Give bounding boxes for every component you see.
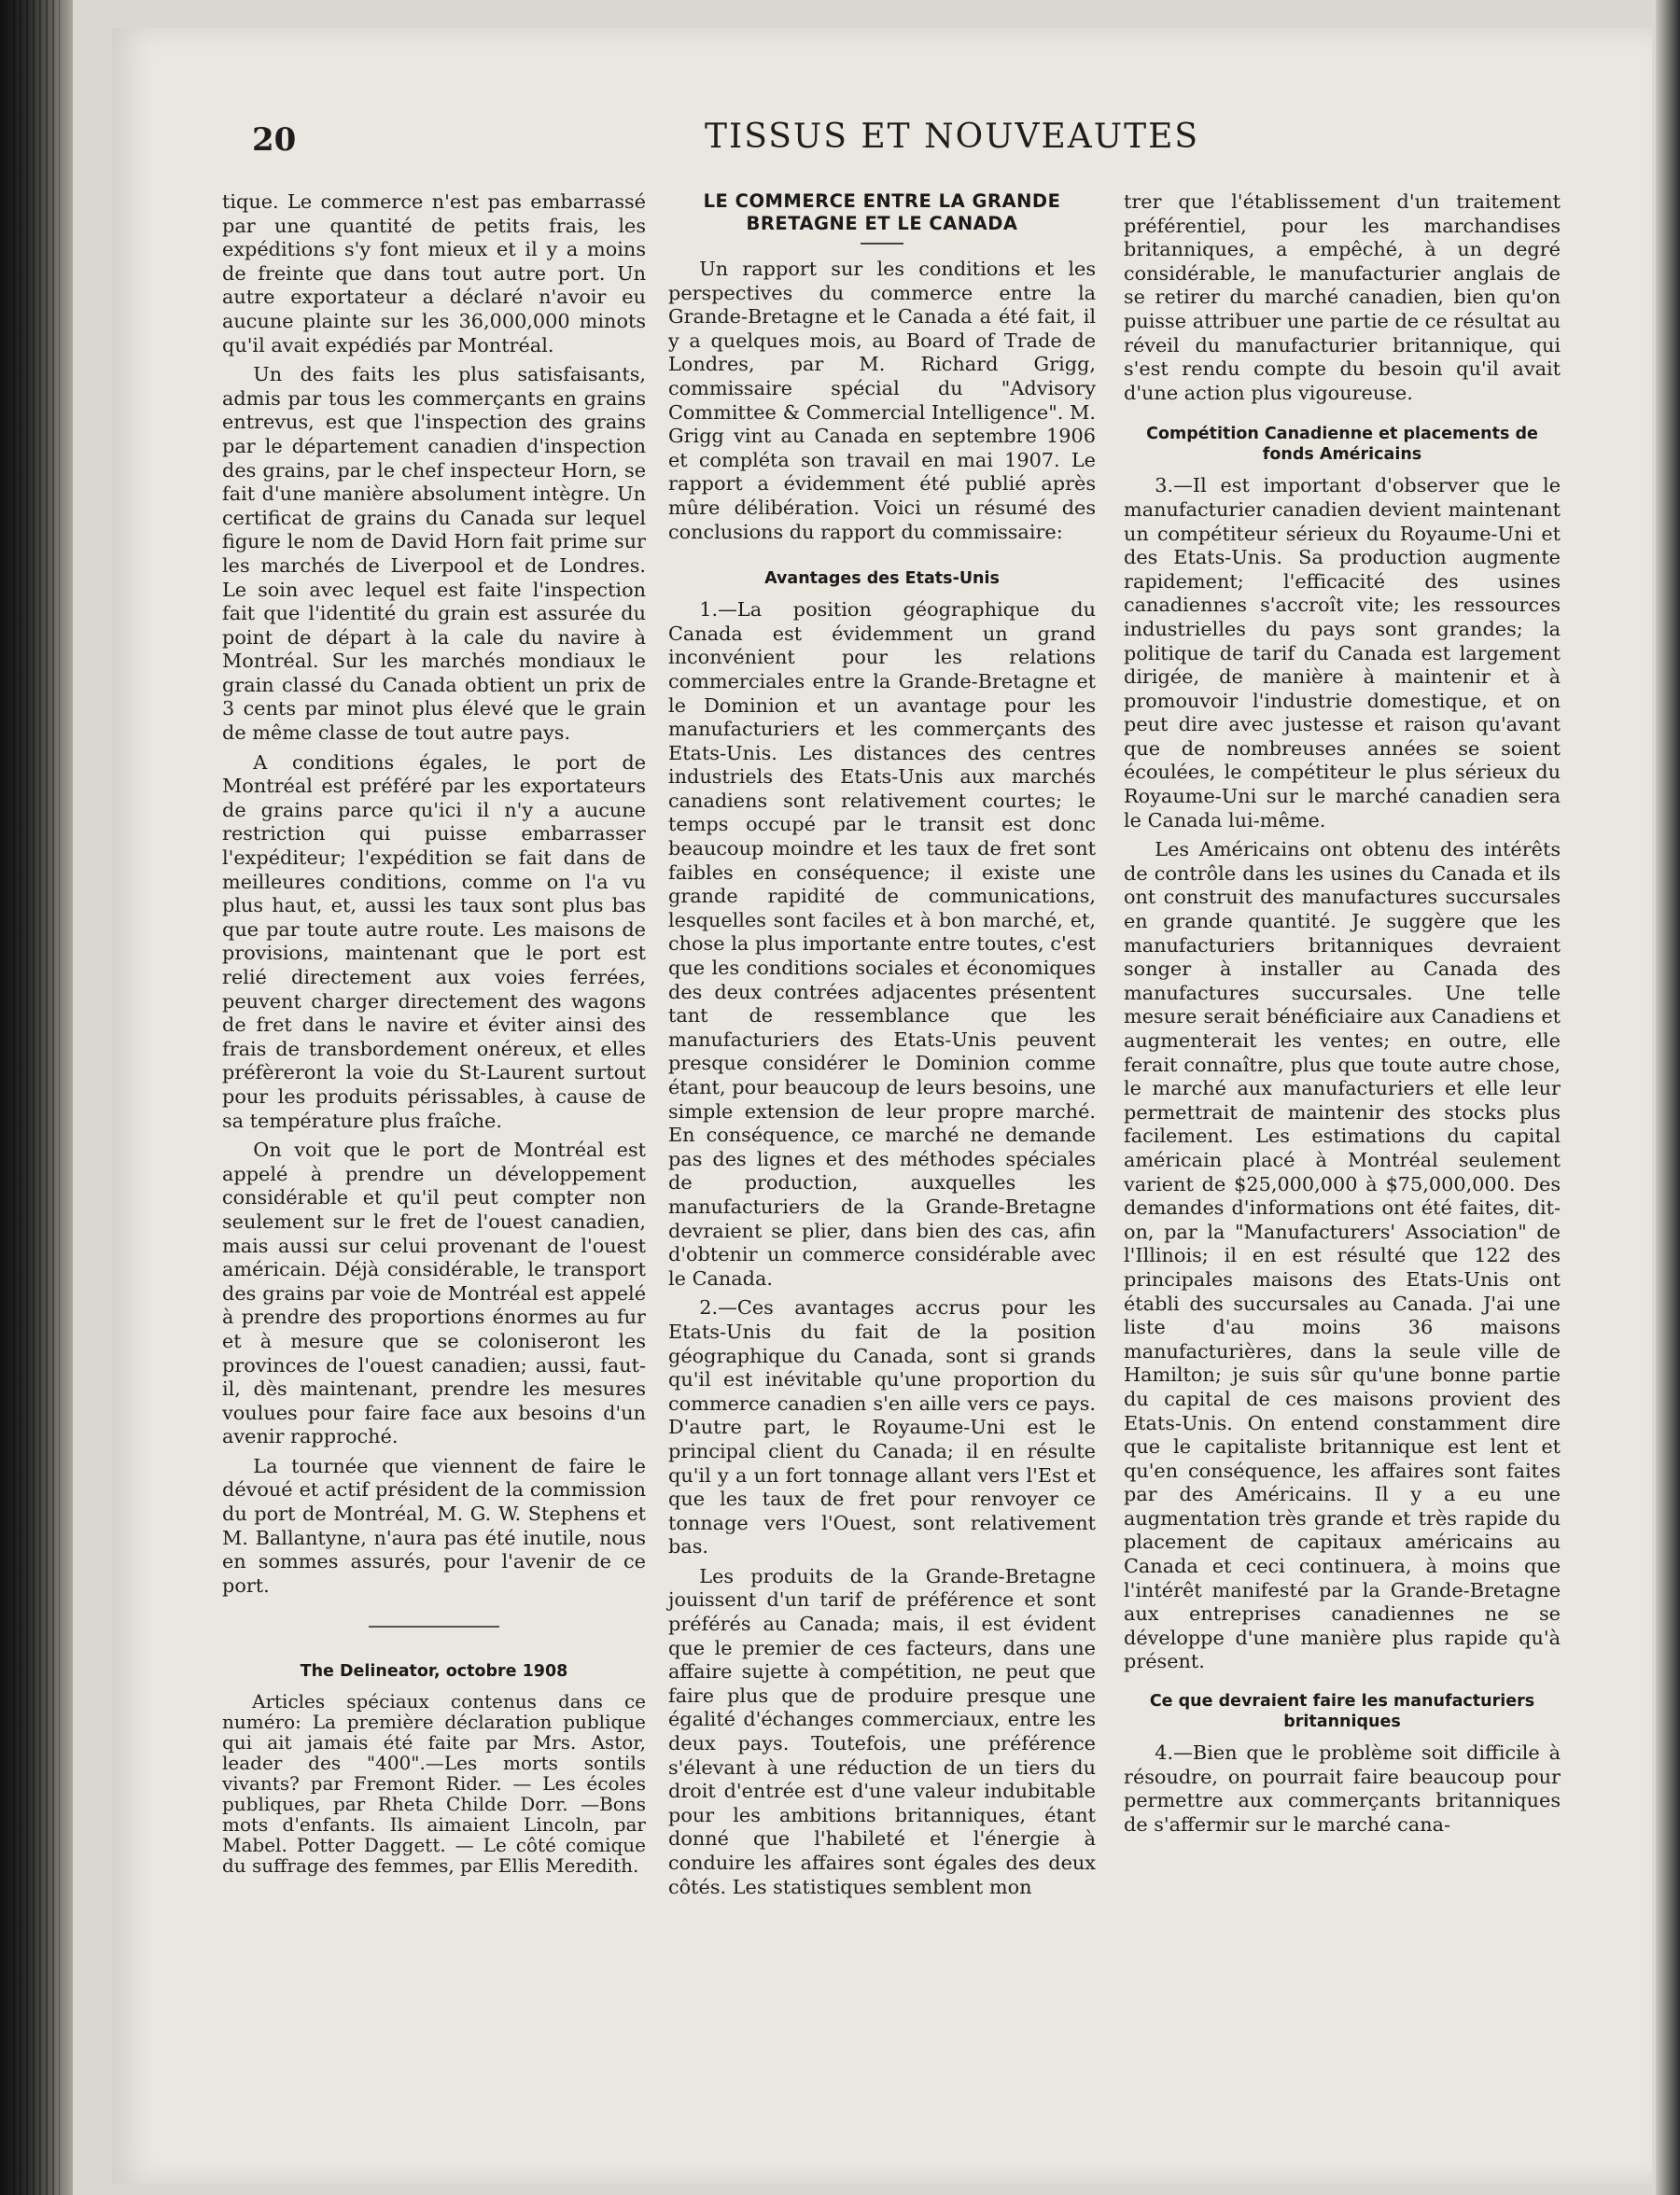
paragraph: Les Américains ont obtenu des intérêts de contrôle dans les usines du Canada et ils ont construit des manufactures succursales en grande quantité. Je suggère que les manufacturiers britanniques devraient songer à installer au Canada des manufactures succursales. Une telle mesure serait bénéficiaire aux Canadiens et augmenterait les ventes; en outre, elle ferait connaître, plus que toute autre chose, le marché aux manufacturiers et elle leur permettrait de maintenir des stocks plus facilement. Les estimations du capital américain placé à Montréal seulement varient de $25,000,000 à $75,000,000. Des demandes d'informations ont été faites, dit-on, par la "Manufacturers' Association" de l'Illinois; il en est résulté que 122 des principales maisons des Etats-Unis ont établi des succursales au Canada. J'ai une liste d'au moins 36 maisons manufacturières, dans la seule ville de Hamilton; je suis sûr qu'une bonne partie du capital de ces maisons provient des Etats-Unis. On entend constamment dire que le capitaliste britannique est lent et qu'en conséquence, les affaires sont faites par des Américains. Il y a eu une augmentation très grande et très rapide du placement de capitaux américains au Canada et ceci continuera, à moins que l'intérêt manifesté par la Grande-Bretagne aux entreprises canadiennes ne se développe d'une manière plus rapide qu'à présent. <box>1124 838 1561 1673</box>
paragraph: 2.—Ces avantages accrus pour les Etats-Unis du fait de la position géographique du Canada, sont si grands qu'il est inévitable qu'une proportion du commerce canadien s'en aille vers ce pays. D'autre part, le Royaume-Uni est le principal client du Canada; il en résulte qu'il y a un fort tonnage allant vers l'Est et que les taux de fret pour renvoyer ce tonnage vers l'Ouest, sont relativement bas. <box>668 1296 1096 1559</box>
paragraph: 1.—La position géographique du Canada est évidemment un grand inconvénient pour les relations commerciales entre la Grande-Bretagne et le Dominion et un avantage pour les manufacturiers et les commerçants des Etats-Unis. Les distances des centres industriels des Etats-Unis aux marchés canadiens sont relativement courtes; le temps occupé par le transit est donc beaucoup moindre et les taux de fret sont faibles en conséquence; il existe une grande rapidité de communications, lesquelles sont faciles et à bon marché, et, chose la plus importante entre toutes, c'est que les conditions sociales et économiques des deux contrées adjacentes présentent tant de ressemblance que les manufacturiers des Etats-Unis peuvent presque considérer le Dominion comme étant, pour beaucoup de leurs besoins, une simple extension de leur propre marché. En conséquence, ce marché ne demande pas des lignes et des méthodes spéciales de production, auxquelles les manufacturiers de la Grande-Bretagne devraient se plier, dans bien des cas, afin d'obtenir un commerce considérable avec le Canada. <box>668 598 1096 1290</box>
paragraph: Un des faits les plus satisfaisants, admis par tous les commerçants en grains entrevus, est que l'inspection des grains par le département canadien d'inspection des grains, par le chef inspecteur Horn, se fait d'une manière absolument intègre. Un certificat de grains du Canada sur lequel figure le nom de David Horn fait prime sur les marchés de Liverpool et de Londres. Le soin avec lequel est faite l'inspection fait que l'identité du grain est assurée du point de départ à la cale du navire à Montréal. Sur les marchés mondiaux le grain classé du Canada obtient un prix de 3 cents par minot plus élevé que le grain de même classe de tout autre pays. <box>222 363 646 745</box>
page-edge-shadow <box>1656 0 1680 2195</box>
section-heading: Compétition Canadienne et placements de fonds Américains <box>1146 425 1538 465</box>
paragraph: Un rapport sur les conditions et les perspectives du commerce entre la Grande-Bretagne et le Canada a été fait, il y a quelques mois, au Board of Trade de Londres, par M. Richard Grigg, commissaire spécial du "Advisory Committee & Commercial Intelligence". M. Grigg vint au Canada en septembre 1906 et compléta son travail en mai 1907. Le rapport a évidemment été publié après mûre délibération. Voici un résumé des conclusions du rapport du commissaire: <box>668 258 1096 543</box>
column-2 <box>668 190 1096 1899</box>
paragraph: 4.—Bien que le problème soit difficile à résoudre, on pourrait faire beaucoup pour permettre aux commerçants britanniques de s'affermir sur le marché cana- <box>1124 1741 1561 1836</box>
paragraph: trer que l'établissement d'un traitement préférentiel, pour les marchandises britanniques, a empêché, à un degré considérable, le manufacturier anglais de se retirer du marché canadien, bien qu'on puisse attribuer une partie de ce résultat au réveil du manufacturier britannique, qui s'est rendu compte du besoin qu'il avait d'une action plus vigoureuse. <box>1124 190 1561 404</box>
paragraph: A conditions égales, le port de Montréal est préféré par les exportateurs de grains parce qu'ici il n'y a aucune restriction qui puisse embarrasser l'expéditeur; l'expédition se fait dans de meilleures conditions, comme on l'a vu plus haut, et, aussi les taux sont plus bas que par toute autre route. Les maisons de provisions, maintenant que le port est relié directement aux voies ferrées, peuvent charger directement des wagons de fret dans le navire et éviter ainsi des frais de transbordement onéreux, et elles préfèreront la voie du St-Laurent surtout pour les produits périssables, à cause de sa température plus fraîche. <box>222 750 646 1132</box>
paragraph: 3.—Il est important d'observer que le manufacturier canadien devient maintenant un compétiteur sérieux du Royaume-Uni et des Etats-Unis. Sa production augmente rapidement; l'efficacité des usines canadiennes s'accroît vite; les ressources industrielles du pays sont grandes; la politique de tarif du Canada est largement dirigée, de manière à maintenir et à promouvoir l'industrie domestique, et on peut dire avec justesse et raison qu'avant que de nombreuses années se soient écoulées, le compétiteur le plus sérieux du Royaume-Uni sur le marché canadien sera le Canada lui-même. <box>1124 474 1561 832</box>
column-3 <box>1124 190 1561 1837</box>
paragraph: Les produits de la Grande-Bretagne jouissent d'un tarif de préférence et sont préférés au Canada; mais, il est évident que le premier de ces facteurs, dans une affaire sujette à compétition, ne peut que faire plus que de produire presque une égalité d'échanges commerciaux, entre les deux pays. Toutefois, une préférence s'élevant à une réduction de un tiers du droit d'entrée est d'une valeur indubitable pour les ambitions britanniques, étant donné que l'habileté et l'énergie à conduire les affaires sont égales des deux côtés. Les statistiques semblent mon <box>668 1564 1096 1898</box>
section-heading: Ce que devraient faire les manufacturiers britanniques <box>1149 1692 1535 1732</box>
notice-body: Articles spéciaux contenus dans ce numéro: La première déclaration publique qui ait jamais été faite par Mrs. Astor, leader des "400".—Les morts sontils vivants? par Fremont Rider. — Les écoles publiques, par Rheta Childe Dorr. —Bons mots d'enfants. Ils aimaient Lincoln, par Mabel. Potter Daggett. — Le côté comique du suffrage des femmes, par Ellis Meredith. <box>222 1690 646 1878</box>
section-heading: Avantages des Etats-Unis <box>764 569 1000 589</box>
section-divider <box>369 1626 499 1628</box>
article-headline: LE COMMERCE ENTRE LA GRANDE BRETAGNE ET LE CANADA <box>703 190 1061 234</box>
running-title: TISSUS ET NOUVEAUTES <box>705 118 1200 156</box>
notice-title: The Delineator, octobre 1908 <box>300 1662 568 1682</box>
page-number: 20 <box>252 121 297 159</box>
column-1 <box>222 190 646 1876</box>
paragraph: La tournée que viennent de faire le dévoué et actif président de la commission du port de Montréal, M. G. W. Stephens et M. Ballantyne, n'aura pas été inutile, nous en sommes assurés, pour l'avenir de ce port. <box>222 1454 646 1597</box>
headline-rule <box>861 243 903 245</box>
paragraph: tique. Le commerce n'est pas embarrassé par une quantité de petits frais, les expéditions s'y font mieux et il y a moins de freinte que dans tout autre port. Un autre exportateur a déclaré n'avoir eu aucune plainte sur les 36,000,000 minots qu'il avait expédiés par Montréal. <box>222 190 646 357</box>
paragraph: On voit que le port de Montréal est appelé à prendre un développement considérable et qu'il peut compter non seulement sur le fret de l'ouest canadien, mais aussi sur celui provenant de l'ouest américain. Déjà considérable, le transport des grains par voie de Montréal est appelé à prendre des proportions énormes au fur et à mesure que se coloniseront les provinces de l'ouest canadien; aussi, faut-il, dès maintenant, prendre les mesures voulues pour faire face aux besoins d'un avenir rapproché. <box>222 1139 646 1448</box>
binding-page-edges <box>13 0 60 2195</box>
